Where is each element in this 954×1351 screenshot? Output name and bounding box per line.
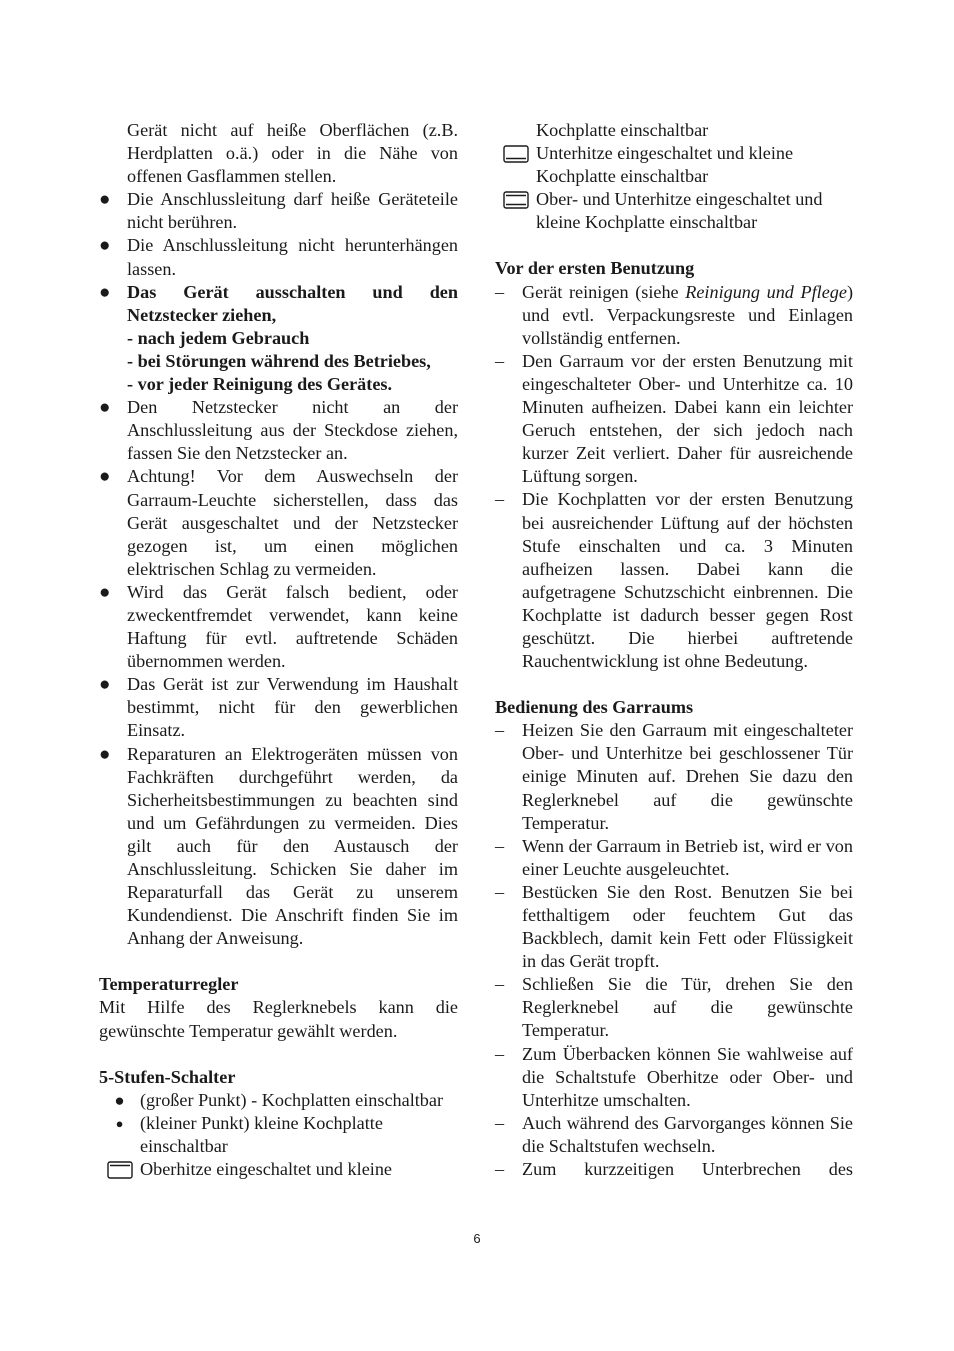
dash-marker: – — [495, 720, 505, 741]
switch-item: ● (großer Punkt) - Kochplatten einschaltbar — [99, 1089, 458, 1112]
dash-marker: – — [495, 974, 505, 995]
bullet-icon: ● — [99, 674, 111, 696]
list-item: ● Reparaturen an Elektrogeräten müssen von Fachkräften durchgeführt werden, da Sicherheitsbestimmungen zu beachten sind und um Gefährdungen zu vermeiden. Dies gilt auch für den Austausch der Anschlussleitung. Schicken Sie daher im Reparaturfall das Gerät zu unserem Kundendienst. Die Anschrift finden Sie im Anhang der Anweisung. — [99, 743, 458, 951]
right-column — [495, 119, 853, 1181]
bullet-icon: ● — [99, 743, 111, 765]
dash-marker: – — [495, 1112, 505, 1133]
list-item: ● Die Anschlussleitung nicht herunterhängen lassen. — [99, 234, 458, 280]
bullet-icon: ● — [99, 581, 111, 603]
list-item: – Zum kurzzeitigen Unterbrechen des — [495, 1158, 853, 1181]
list-item: – Die Kochplatten vor der ersten Benutzung bei ausreichender Lüftung auf der höchsten Stufe einschalten und ca. 3 Minuten aufheizen lassen. Dabei kann die aufgetragene Schutzschicht einbrennen. Die Kochplatte ist dadurch besser gegen Rost geschützt. Die hierbei auftretende Rauchentwicklung ist ohne Bedeutung. — [495, 488, 853, 673]
small-dot-icon: ● — [115, 1115, 124, 1131]
list-item: – Gerät reinigen (siehe Reinigung und Pflege) und evtl. Verpackungsreste und Einlagen vollständig entfernen. — [495, 281, 853, 350]
dash-marker: – — [495, 1043, 505, 1064]
list-item-bold: ● Das Gerät ausschalten und den Netzstecker ziehen, — [99, 281, 458, 327]
bottom-heat-icon — [495, 142, 536, 165]
list-item: ● Wird das Gerät falsch bedient, oder zweckentfremdet verwendet, kann keine Haftung für evtl. auftretende Schäden übernommen werden. — [99, 581, 458, 673]
sub-item: - nach jedem Gebrauch — [127, 327, 310, 348]
switch-item: ● (kleiner Punkt) kleine Kochplatte einschaltbar — [99, 1112, 458, 1158]
bullet-icon: ● — [99, 235, 111, 257]
switch-item-continuation: Kochplatte einschaltbar — [536, 120, 709, 140]
section-heading-operation: Bedienung des Garraums — [495, 697, 694, 718]
switch-item: Unterhitze eingeschaltet und kleine Kochplatte einschaltbar — [495, 142, 853, 188]
list-item: – Bestücken Sie den Rost. Benutzen Sie bei fetthaltigem oder feuchtem Gut das Backblech, damit kein Fett oder Flüssigkeit in das Gerät tropft. — [495, 881, 853, 973]
list-item: ● Das Gerät ist zur Verwendung im Haushalt bestimmt, nicht für den gewerblichen Einsatz. — [99, 673, 458, 742]
top-bottom-heat-icon — [495, 188, 536, 211]
top-heat-icon — [99, 1158, 140, 1181]
big-dot-icon: ● — [114, 1090, 125, 1110]
page-number: 6 — [473, 1231, 481, 1246]
dash-marker: – — [495, 350, 505, 371]
list-item: – Den Garraum vor der ersten Benutzung mit eingeschalteter Ober- und Unterhitze ca. 10 Minuten aufheizen. Dabei kann ein leichter Geruch entstehen, der sich jedoch nach kurzer Zeit verliert. Daher für ausreichende Lüftung sorgen. — [495, 350, 853, 489]
dash-marker: – — [495, 1159, 505, 1180]
list-item: – Heizen Sie den Garraum mit eingeschalteter Ober- und Unterhitze bei geschlossener Tür einige Minuten auf. Drehen Sie dazu den Reglerknebel auf die gewünschte Temperatur. — [495, 719, 853, 834]
list-item: – Schließen Sie die Tür, drehen Sie den Reglerknebel auf die gewünschte Temperatur. — [495, 973, 853, 1042]
switch-item: Ober- und Unterhitze eingeschaltet und kleine Kochplatte einschaltbar — [495, 188, 853, 234]
bullet-icon: ● — [99, 189, 111, 211]
section-heading-first-use: Vor der ersten Benutzung — [495, 258, 695, 279]
dash-marker: – — [495, 835, 505, 856]
sub-item: - bei Störungen während des Betriebes, — [127, 350, 431, 371]
list-item: ● Die Anschlussleitung darf heiße Geräteteile nicht berühren. — [99, 188, 458, 234]
bullet-icon: ● — [99, 466, 111, 488]
sub-item: - vor jeder Reinigung des Gerätes. — [127, 374, 393, 395]
intro-continuation: Gerät nicht auf heiße Oberflächen (z.B. Herdplatten o.ä.) oder in die Nähe von offenen Gasflammen stellen. — [127, 120, 458, 187]
section-heading-temperature: Temperaturregler — [99, 974, 239, 995]
list-item: ● Den Netzstecker nicht an der Anschlussleitung aus der Steckdose ziehen, fassen Sie den Netzstecker an. — [99, 396, 458, 465]
left-column — [99, 119, 458, 1181]
bullet-icon: ● — [99, 397, 111, 419]
temperature-text: Mit Hilfe des Reglerknebels kann die gewünschte Temperatur gewählt werden. — [99, 997, 458, 1041]
list-item: – Zum Überbacken können Sie wahlweise auf die Schaltstufe Oberhitze oder Ober- und Unterhitze umschalten. — [495, 1043, 853, 1112]
dash-marker: – — [495, 489, 505, 510]
dash-marker: – — [495, 881, 505, 902]
dash-marker: – — [495, 281, 505, 302]
section-heading-switch: 5-Stufen-Schalter — [99, 1066, 236, 1087]
switch-item: Oberhitze eingeschaltet und kleine — [99, 1158, 458, 1181]
list-item: – Auch während des Garvorganges können Sie die Schaltstufen wechseln. — [495, 1112, 853, 1158]
list-item: ● Achtung! Vor dem Auswechseln der Garraum-Leuchte sicherstellen, dass das Gerät ausgeschaltet und der Netzstecker gezogen ist, um einen möglichen elektrischen Schlag zu vermeiden. — [99, 465, 458, 580]
list-item: – Wenn der Garraum in Betrieb ist, wird er von einer Leuchte ausgeleuchtet. — [495, 835, 853, 881]
bullet-icon: ● — [99, 281, 111, 303]
